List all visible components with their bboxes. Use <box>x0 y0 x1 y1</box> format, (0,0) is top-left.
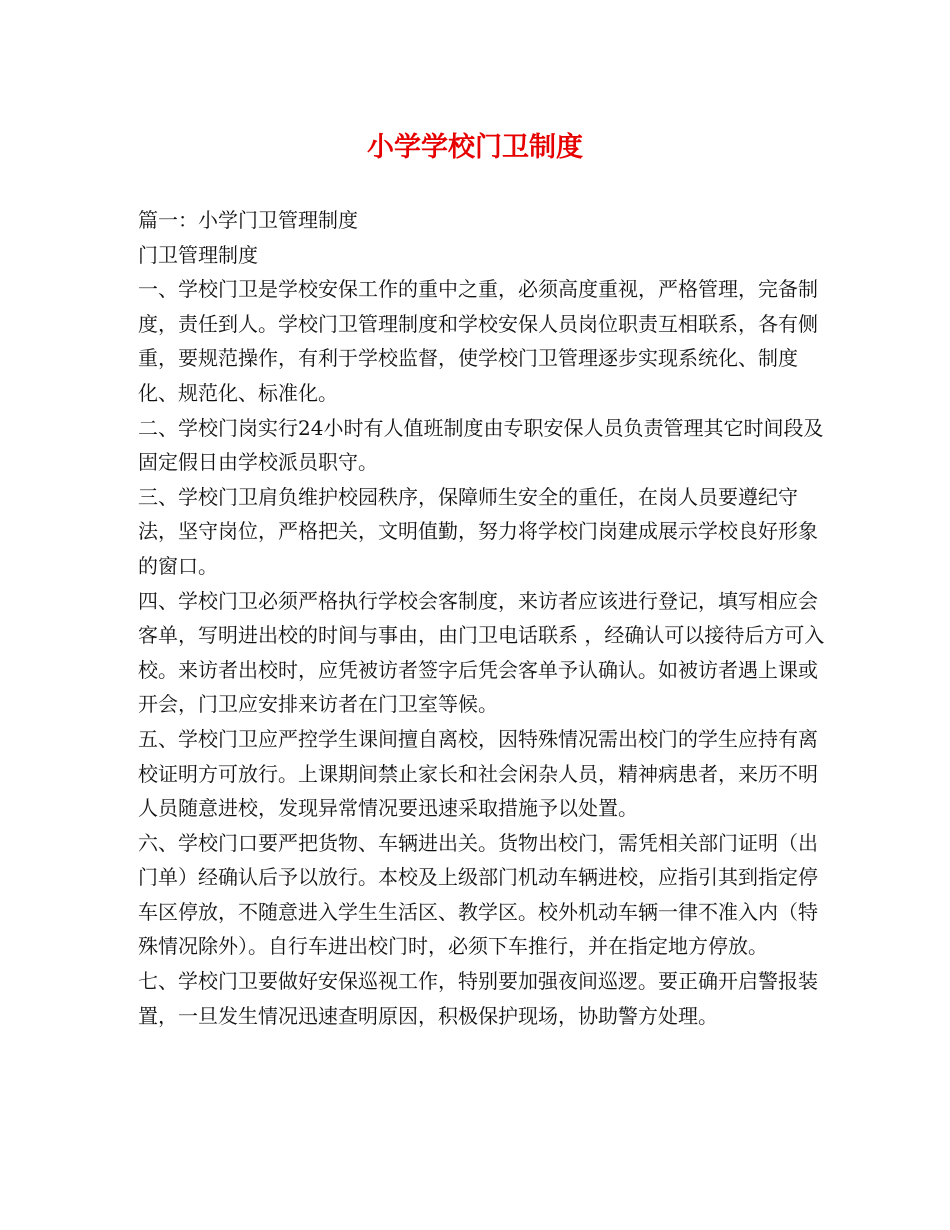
paragraph-5: 五、学校门卫应严控学生课间擅自离校，因特殊情况需出校门的学生应持有离校证明方可放行。上课期间禁止家长和社会闲杂人员，精神病患者，来历不明人员随意进校，发现异常情况要迅速采取措施予以处置。 <box>138 726 818 821</box>
paragraph-6: 六、学校门口要严把货物、车辆进出关。货物出校门，需凭相关部门证明（出门单）经确认后予以放行。本校及上级部门机动车辆进校，应指引其到指定停车区停放，不随意进入学生生活区、教学区。校外机动车辆一律不准入内（特殊情况除外）。自行车进出校门时，必须下车推行，并在指定地方停放。 <box>138 830 818 959</box>
section-heading: 篇一：小学门卫管理制度 <box>138 208 358 232</box>
subsection-heading: 门卫管理制度 <box>138 242 258 267</box>
paragraph-7: 七、学校门卫要做好安保巡视工作，特别要加强夜间巡逻。要正确开启警报装置，一旦发生情况迅速查明原因，积极保护现场，协助警方处理。 <box>138 969 818 1028</box>
paragraph-1: 一、学校门卫是学校安保工作的重中之重，必须高度重视，严格管理，完备制度，责任到人。学校门卫管理制度和学校安保人员岗位职责互相联系，各有侧重，要规范操作，有利于学校监督，使学校门卫管理逐步实现系统化、制度化、规范化、标准化。 <box>138 277 818 405</box>
paragraph-2: 二、学校门岗实行24小时有人值班制度由专职安保人员负责管理其它时间段及固定假日由学校派员职守。 <box>138 415 824 475</box>
paragraph-4: 四、学校门卫必须严格执行学校会客制度，来访者应该进行登记，填写相应会客单，写明进出校的时间与事由，由门卫电话联系 ，经确认可以接待后方可入校。来访者出校时，应凭被访者签字后凭会客单予认确认。如被访者遇上课或开会，门卫应安排来访者在门卫室等候。 <box>138 588 825 717</box>
paragraph-3: 三、学校门卫肩负维护校园秩序，保障师生安全的重任，在岗人员要遵纪守法，坚守岗位，严格把关，文明值勤，努力将学校门岗建成展示学校良好形象的窗口。 <box>138 484 818 578</box>
document-body <box>138 203 826 1033</box>
document-title: 小学学校门卫制度 <box>367 132 583 163</box>
